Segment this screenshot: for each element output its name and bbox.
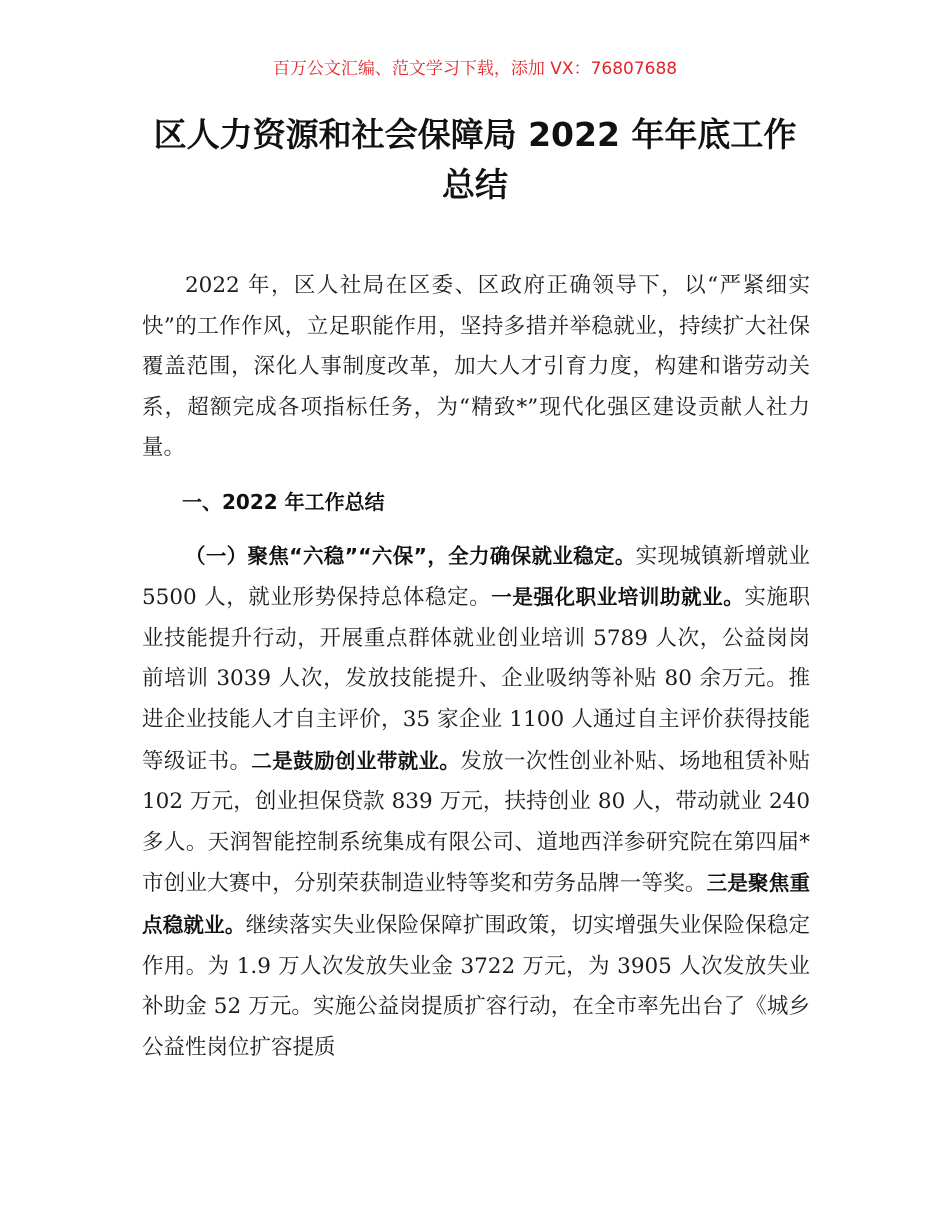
subsection-text: 实现城镇新增就业 5500 人，就业形势保持总体稳定。 <box>142 543 810 611</box>
intro-paragraph: 2022 年，区人社局在区委、区政府正确领导下，以“严紧细实快”的工作作风，立足职能作用，坚持多措并举稳就业，持续扩大社保覆盖范围，深化人事制度改革，加大人才引育力度，构建和谐劳动关系，超额完成各项指标任务，为“精致*”现代化强区建设贡献人社力量。 <box>142 273 810 461</box>
title-line-2: 总结 <box>442 165 508 204</box>
section-heading: 一、2022 年工作总结 <box>182 489 385 514</box>
employment-paragraph <box>142 536 810 1069</box>
watermark-banner: 百万公文汇编、范文学习下载，添加 VX：76807688 <box>272 59 678 79</box>
point-one-text: 实施职业技能提升行动，开展重点群体就业创业培训 5789 人次，公益岗岗前培训 3039 人次，发放技能提升、企业吸纳等补贴 80 余万元。推进企业技能人才自主评价，35 家企业 1100 人通过自主评价获得技能等级证书。 <box>142 585 810 774</box>
subsection-heading: （一）聚焦“六稳”“六保”，全力确保就业稳定。 <box>185 543 636 568</box>
document-title <box>140 110 810 210</box>
point-one-heading: 一是强化职业培训助就业。 <box>491 585 745 610</box>
point-two-text: 发放一次性创业补贴、场地租赁补贴 102 万元，创业担保贷款 839 万元，扶持创业 80 人，带动就业 240 多人。天润智能控制系统集成有限公司、道地西洋参研究院在第四届*市创业大赛中，分别荣获制造业特等奖和劳务品牌一等奖。 <box>142 748 810 897</box>
title-line-1: 区人力资源和社会保障局 2022 年年底工作 <box>153 115 797 154</box>
point-two-heading: 二是鼓励创业带就业。 <box>251 748 461 773</box>
document-body <box>142 266 810 1068</box>
point-three-heading: 三是聚焦重点稳就业。 <box>142 871 810 937</box>
point-three-text: 继续落实失业保险保障扩围政策，切实增强失业保险保稳定作用。为 1.9 万人次发放失业金 3722 万元，为 3905 人次发放失业补助金 52 万元。实施公益岗提质扩容行动，在全市率先出台了《城乡公益性岗位扩容提质 <box>142 912 811 1060</box>
